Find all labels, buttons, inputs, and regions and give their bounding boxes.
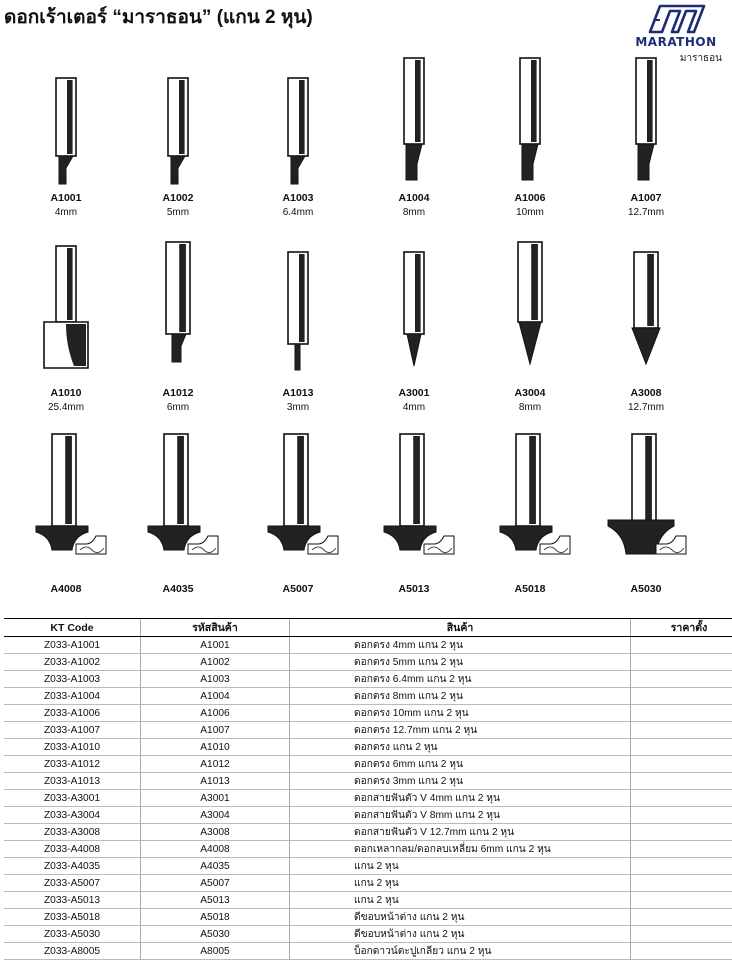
cell-product-name: ดีขอบหน้าต่าง แกน 2 หุน: [290, 909, 631, 926]
cell-list-price: [631, 892, 732, 909]
cell-product-code: A1012: [141, 756, 290, 773]
cell-kt-code: Z033-A1003: [4, 671, 141, 688]
product-size: 8mm: [402, 207, 426, 218]
table-row: [4, 722, 732, 739]
product-code: A5030: [630, 583, 662, 595]
cell-list-price: [631, 807, 732, 824]
product-size: 6.4mm: [282, 207, 314, 218]
product-code: A1004: [398, 192, 430, 204]
router-bit-image: [478, 430, 582, 578]
brand-name: MARATHON: [635, 35, 717, 49]
cell-list-price: [631, 943, 732, 960]
cell-product-code: A3004: [141, 807, 290, 824]
cell-product-name: ดอกตรง 8mm แกน 2 หุน: [290, 688, 631, 705]
cell-list-price: [631, 671, 732, 688]
router-bit-image: [126, 50, 230, 188]
cell-product-code: A5030: [141, 926, 290, 943]
product-size: 12.7mm: [627, 207, 665, 218]
product-size: 3mm: [286, 402, 310, 413]
cell-product-name: ดอกตรง 5mm แกน 2 หุน: [290, 654, 631, 671]
router-bit-image: [14, 238, 118, 382]
cell-list-price: [631, 841, 732, 858]
cell-list-price: [631, 688, 732, 705]
cell-product-name: แกน 2 หุน: [290, 892, 631, 909]
cell-list-price: [631, 739, 732, 756]
cell-product-name: ดอกตรง 6mm แกน 2 หุน: [290, 756, 631, 773]
cell-kt-code: Z033-A5018: [4, 909, 141, 926]
cell-product-name: ดอกเหลากลม/ดอกลบเหลี่ยม 6mm แกน 2 หุน: [290, 841, 631, 858]
table-row: [4, 909, 732, 926]
product-size: 25.4mm: [47, 402, 85, 413]
table-row: [4, 773, 732, 790]
cell-product-code: A3001: [141, 790, 290, 807]
cell-product-name: ดอกตรง 3mm แกน 2 หุน: [290, 773, 631, 790]
cell-product-code: A1007: [141, 722, 290, 739]
header-product-name: สินค้า: [290, 619, 631, 637]
cell-list-price: [631, 926, 732, 943]
cell-kt-code: Z033-A1002: [4, 654, 141, 671]
product-code: A4035: [162, 583, 194, 595]
table-row: [4, 943, 732, 960]
cell-kt-code: Z033-A1001: [4, 637, 141, 654]
cell-product-code: A1006: [141, 705, 290, 722]
header-kt-code: KT Code: [4, 619, 141, 637]
product-code: A1003: [282, 192, 314, 204]
cell-product-code: A5013: [141, 892, 290, 909]
router-bit-image: [246, 430, 350, 578]
cell-product-code: A4035: [141, 858, 290, 875]
router-bit-image: [126, 430, 230, 578]
table-row: [4, 637, 732, 654]
cell-product-code: A1001: [141, 637, 290, 654]
router-bit-image: [594, 50, 698, 188]
cell-list-price: [631, 858, 732, 875]
product-code: A1007: [630, 192, 662, 204]
table-row: [4, 756, 732, 773]
cell-kt-code: Z033-A1004: [4, 688, 141, 705]
price-table: [4, 618, 732, 960]
product-size: 12.7mm: [627, 402, 665, 413]
cell-kt-code: Z033-A1007: [4, 722, 141, 739]
product-code: A1013: [282, 387, 314, 399]
cell-product-code: A4008: [141, 841, 290, 858]
cell-product-code: A5018: [141, 909, 290, 926]
cell-kt-code: Z033-A3008: [4, 824, 141, 841]
router-bit-image: [362, 50, 466, 188]
router-bit-image: [594, 430, 698, 578]
cell-product-code: A8005: [141, 943, 290, 960]
table-row: [4, 705, 732, 722]
cell-kt-code: Z033-A4035: [4, 858, 141, 875]
cell-list-price: [631, 637, 732, 654]
table-row: [4, 790, 732, 807]
cell-list-price: [631, 756, 732, 773]
table-row: [4, 807, 732, 824]
cell-kt-code: Z033-A1010: [4, 739, 141, 756]
cell-product-name: ดอกตรง 6.4mm แกน 2 หุน: [290, 671, 631, 688]
cell-product-code: A1010: [141, 739, 290, 756]
cell-list-price: [631, 824, 732, 841]
router-bit-image: [478, 50, 582, 188]
router-bit-image: [14, 50, 118, 188]
cell-kt-code: Z033-A1006: [4, 705, 141, 722]
cell-product-name: แกน 2 หุน: [290, 858, 631, 875]
product-code: A1006: [514, 192, 546, 204]
product-code: A3001: [398, 387, 430, 399]
cell-kt-code: Z033-A8005: [4, 943, 141, 960]
cell-product-code: A5007: [141, 875, 290, 892]
cell-kt-code: Z033-A4008: [4, 841, 141, 858]
router-bit-image: [594, 238, 698, 382]
router-bit-image: [14, 430, 118, 578]
product-code: A1002: [162, 192, 194, 204]
product-code: A1010: [50, 387, 82, 399]
cell-kt-code: Z033-A3001: [4, 790, 141, 807]
header-product-code: รหัสสินค้า: [141, 619, 290, 637]
cell-kt-code: Z033-A5007: [4, 875, 141, 892]
cell-product-name: ดอกสายฟันตัว V 12.7mm แกน 2 หุน: [290, 824, 631, 841]
cell-product-name: ดอกสายฟันตัว V 4mm แกน 2 หุน: [290, 790, 631, 807]
cell-product-name: ดอกตรง แกน 2 หุน: [290, 739, 631, 756]
router-bit-image: [362, 430, 466, 578]
cell-kt-code: Z033-A5030: [4, 926, 141, 943]
table-body: [4, 637, 732, 960]
product-code: A5007: [282, 583, 314, 595]
product-size: 4mm: [54, 207, 78, 218]
page-title: ดอกเร้าเตอร์ “มาราธอน” (แกน 2 หุน): [4, 7, 313, 28]
product-size: 4mm: [402, 402, 426, 413]
cell-kt-code: Z033-A1012: [4, 756, 141, 773]
product-code: A5018: [514, 583, 546, 595]
cell-list-price: [631, 909, 732, 926]
table-row: [4, 739, 732, 756]
table-row: [4, 892, 732, 909]
router-bit-image: [478, 238, 582, 382]
cell-product-code: A3008: [141, 824, 290, 841]
table-row: [4, 688, 732, 705]
product-code: A3008: [630, 387, 662, 399]
cell-product-name: แกน 2 หุน: [290, 875, 631, 892]
cell-product-name: ดีขอบหน้าต่าง แกน 2 หุน: [290, 926, 631, 943]
cell-list-price: [631, 790, 732, 807]
cell-product-name: ดอกตรง 12.7mm แกน 2 หุน: [290, 722, 631, 739]
product-size: 5mm: [166, 207, 190, 218]
cell-product-name: บ็อกดาวน์ตะปูเกลียว แกน 2 หุน: [290, 943, 631, 960]
product-code: A4008: [50, 583, 82, 595]
cell-kt-code: Z033-A3004: [4, 807, 141, 824]
router-bit-image: [246, 238, 350, 382]
table-row: [4, 875, 732, 892]
table-row: [4, 824, 732, 841]
table-header-row: [4, 619, 732, 637]
table-row: [4, 671, 732, 688]
cell-product-name: ดอกตรง 10mm แกน 2 หุน: [290, 705, 631, 722]
cell-product-code: A1002: [141, 654, 290, 671]
router-bit-image: [126, 238, 230, 382]
product-size: 10mm: [516, 207, 544, 218]
product-code: A5013: [398, 583, 430, 595]
cell-product-code: A1013: [141, 773, 290, 790]
table-row: [4, 654, 732, 671]
router-bit-image: [246, 50, 350, 188]
product-size: 6mm: [166, 402, 190, 413]
table-row: [4, 858, 732, 875]
product-code: A1001: [50, 192, 82, 204]
table-row: [4, 841, 732, 858]
cell-kt-code: Z033-A5013: [4, 892, 141, 909]
header-list-price: ราคาตั้ง: [631, 619, 732, 637]
product-code: A1012: [162, 387, 194, 399]
cell-product-code: A1004: [141, 688, 290, 705]
router-bit-image: [362, 238, 466, 382]
cell-list-price: [631, 654, 732, 671]
cell-list-price: [631, 773, 732, 790]
product-code: A3004: [514, 387, 546, 399]
cell-list-price: [631, 705, 732, 722]
brand-name-thai: มาราธอน: [679, 53, 722, 64]
cell-list-price: [631, 875, 732, 892]
cell-kt-code: Z033-A1013: [4, 773, 141, 790]
cell-product-name: ดอกสายฟันตัว V 8mm แกน 2 หุน: [290, 807, 631, 824]
cell-product-code: A1003: [141, 671, 290, 688]
cell-list-price: [631, 722, 732, 739]
product-size: 8mm: [518, 402, 542, 413]
table-row: [4, 926, 732, 943]
cell-product-name: ดอกตรง 4mm แกน 2 หุน: [290, 637, 631, 654]
